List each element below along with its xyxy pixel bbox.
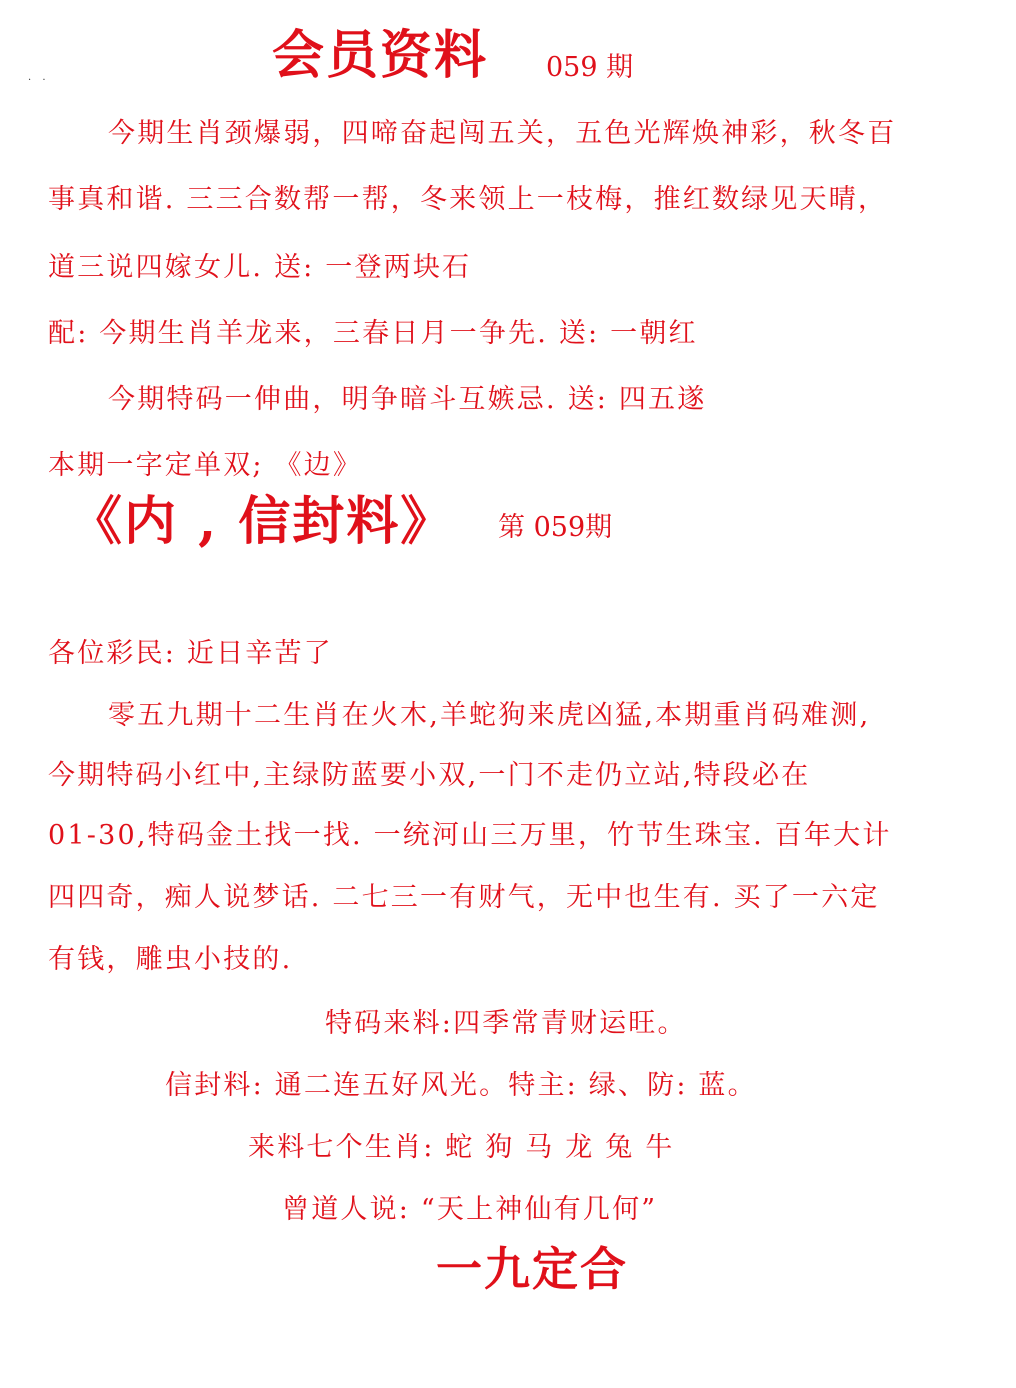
section2-greeting: 各位彩民: 近日辛苦了 (48, 638, 333, 669)
final-phrase: 一九定合 (436, 1242, 628, 1296)
section1-line-2: 事真和谐. 三三合数帮一帮，冬来领上一枝梅，推红数绿见天晴， (48, 184, 888, 215)
section1-line-4: 配: 今期生肖羊龙来，三春日月一争先. 送: 一朝红 (48, 318, 698, 349)
saying-line: 曾道人说: “天上神仙有几何” (282, 1194, 658, 1225)
watermark (481, 38, 493, 82)
section2-para-line-4: 四四奇，痴人说梦话. 二七三一有财气，无中也生有. 买了一六定 (48, 882, 880, 913)
zodiacs-line: 来料七个生肖: 蛇 狗 马 龙 兔 牛 (248, 1132, 675, 1163)
section1-line-3: 道三说四嫁女儿. 送: 一登两块石 (48, 252, 472, 283)
section1-line-6: 本期一字定单双; 《边》 (48, 450, 363, 481)
section1-line-5: 今期特码一伸曲，明争暗斗互嫉忌. 送: 四五遂 (108, 384, 707, 415)
section1-title: 会员资料 (272, 25, 489, 86)
section2-issue: 第 059期 (498, 512, 613, 543)
special-code-line: 特码来料:四季常青财运旺。 (325, 1008, 687, 1039)
section2-para-line-1: 零五九期十二生肖在火木,羊蛇狗来虎凶猛,本期重肖码难测, (108, 700, 871, 731)
section2-para-line-2: 今期特码小红中,主绿防蓝要小双,一门不走仍立站,特段必在 (48, 760, 811, 791)
section2-para-line-5: 有钱，雕虫小技的. (48, 944, 293, 975)
envelope-line: 信封料: 通二连五好风光。特主: 绿、防: 蓝。 (165, 1070, 757, 1101)
section1-issue: 059 期 (546, 52, 634, 83)
section1-line-1: 今期生肖颈爆弱，四啼奋起闯五关，五色光辉焕神彩，秋冬百 (108, 118, 897, 149)
scan-specks: . . (28, 72, 50, 83)
section2-para-line-3: 01-30,特码金土找一找. 一统河山三万里，竹节生珠宝. 百年大计 (48, 820, 892, 851)
section2-title: 《内 , 信封料》 (70, 491, 455, 552)
